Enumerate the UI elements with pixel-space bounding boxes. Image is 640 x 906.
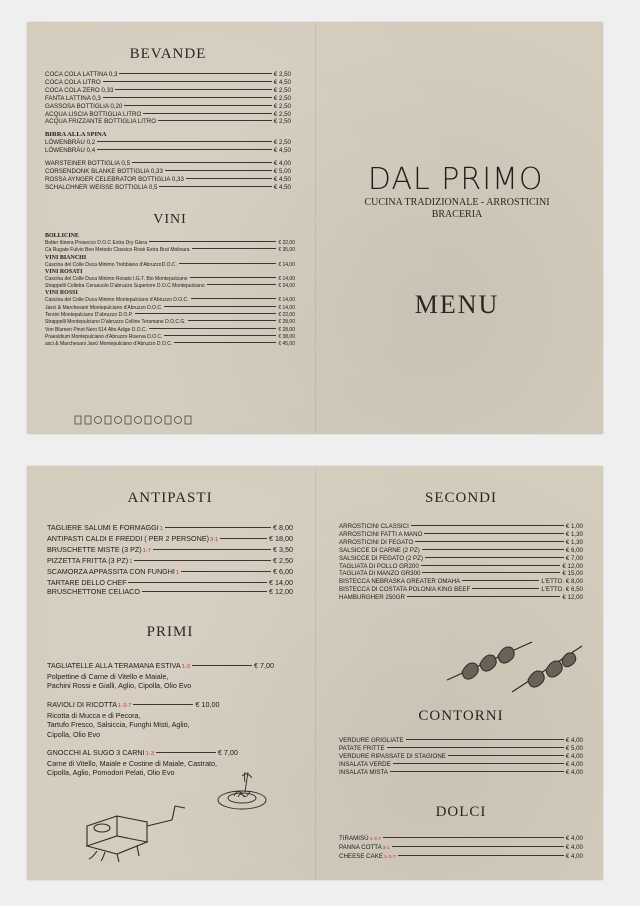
item-price: € 2,50 xyxy=(273,86,291,94)
secondi-section xyxy=(339,490,583,602)
secondi-row xyxy=(339,555,583,563)
item-name: INSALATA MISTA xyxy=(339,768,388,776)
wine-row xyxy=(45,283,295,290)
brand-logo xyxy=(337,162,577,221)
brand-name xyxy=(337,162,577,197)
allergen-codes: 3-1 xyxy=(382,845,390,851)
item-name: asci & Marchesani Janù Montepulciano d'Abruzzo D.O.C. xyxy=(45,341,173,348)
item-name: COCA COLA LITRO xyxy=(45,78,101,86)
leader-dots xyxy=(472,588,539,589)
item-name: VERDURE RIPASSATE DI STAGIONE xyxy=(339,752,446,760)
secondi-row xyxy=(339,539,583,547)
item-name: CORSENDONK BLANKE BOTTIGLIA 0,33 xyxy=(45,168,163,176)
leader-dots xyxy=(448,755,564,756)
item-name: TAGLIATELLE ALLA TERAMANA ESTIVA xyxy=(47,661,181,670)
drink-row xyxy=(45,111,291,119)
item-price: € 2,50 xyxy=(273,110,291,118)
item-price: € 14,00 xyxy=(278,261,295,268)
item-price: € 6,00 xyxy=(273,567,293,576)
primi-row xyxy=(47,661,293,672)
item-price: € 1,30 xyxy=(565,530,583,538)
item-price: € 1,00 xyxy=(565,523,583,530)
item-price: € 12,00 xyxy=(562,562,583,570)
item-name: TAGLIATA DI MANZO GR300 xyxy=(339,570,421,578)
item-name: SCAMORZA APPASSITA CON FUNGHI xyxy=(47,567,175,576)
contorni-row xyxy=(339,761,583,769)
item-name: COCA COLA ZERO 0,33 xyxy=(45,86,114,94)
item-name: BISTECCA DI COSTATA POLONIA KING BEEF xyxy=(339,586,471,594)
item-price: € 45,00 xyxy=(278,341,295,348)
item-name: Terzini Montepulciano D'abruzzo D.O.P. xyxy=(45,312,133,319)
item-name: PIZZETTA FRITTA (3 PZ) xyxy=(47,556,129,565)
item-price: € 14,00 xyxy=(278,275,295,282)
item-name: ACQUA LISCIA BOTTIGLIA LITRO xyxy=(45,110,142,118)
allergen-codes: 1-3 xyxy=(145,751,154,758)
leader-dots xyxy=(165,527,271,528)
item-price: € 12,00 xyxy=(269,587,293,596)
item-price: € 18,00 xyxy=(269,534,293,543)
item-name: CHEESE CAKE xyxy=(339,852,384,860)
item-name: Botter Itinera Prosecco D.O.C Extra Dry Glera xyxy=(45,240,147,246)
beer-bottle-row xyxy=(45,176,291,184)
item-name: BRUSCHETTE MISTE (3 PZ) xyxy=(47,545,142,554)
item-name: SALSICCE DI CARNE (2 PZ) xyxy=(339,546,420,554)
wine-row xyxy=(45,334,295,341)
drink-row xyxy=(45,87,291,95)
dish-description: Cipolla, Olio Evo xyxy=(47,729,101,739)
allergen-codes: 1-3-7 xyxy=(369,837,382,842)
allergen-codes: 3-1 xyxy=(210,537,219,543)
leader-dots xyxy=(135,313,276,314)
drink-row xyxy=(45,118,291,126)
leader-dots xyxy=(97,141,272,142)
item-price: € 7,00 xyxy=(254,661,274,670)
item-price: € 4,50 xyxy=(273,183,291,191)
item-name: LÖWENBRÄU 0,2 xyxy=(45,139,96,147)
item-price: L'ETTO. € 8,00 xyxy=(541,578,583,586)
antipasti-row xyxy=(47,567,293,578)
bevande-section xyxy=(45,46,291,192)
item-price: € 10,00 xyxy=(195,699,220,709)
item-price: € 4,00 xyxy=(565,760,583,768)
leader-dots xyxy=(149,328,276,329)
beer-bottle-row xyxy=(45,184,291,192)
bevande-list xyxy=(45,71,291,126)
leader-dots xyxy=(149,241,276,242)
leader-dots xyxy=(188,320,277,321)
leader-dots xyxy=(128,582,267,583)
secondi-row xyxy=(339,563,583,571)
wine-row xyxy=(45,319,295,326)
dolci-row xyxy=(339,853,583,862)
item-name: Jasci & Marchesani Montepulciano d'Abruzzo D.O.C. xyxy=(45,304,163,311)
antipasti-section xyxy=(47,490,293,596)
item-price: € 3,50 xyxy=(273,545,293,554)
item-price: € 28,00 xyxy=(278,326,295,333)
item-price: € 5,00 xyxy=(565,744,583,752)
tagline-1: CUCINA TRADIZIONALE - ARROSTICINI xyxy=(364,197,550,208)
item-name: ARROSTICINI CLASSICI xyxy=(339,523,409,530)
wine-row xyxy=(45,240,295,247)
item-name: LÖWENBRÄU 0,4 xyxy=(45,147,96,155)
item-price: € 2,50 xyxy=(273,102,291,110)
item-name: BISTECCA NEBRASKA GREATER OMAHA xyxy=(339,578,461,586)
item-name: TAGLIERE SALUMI E FORMAGGI xyxy=(47,523,159,532)
drink-row xyxy=(45,79,291,87)
leader-dots xyxy=(192,665,252,666)
drink-row xyxy=(45,71,291,79)
item-price: € 12,00 xyxy=(562,594,583,602)
brand-name-text: DAL PRIMO xyxy=(367,162,544,197)
primi-item xyxy=(47,661,293,691)
item-price: € 22,00 xyxy=(278,240,295,246)
contorni-row xyxy=(339,753,583,761)
leader-dots xyxy=(156,752,216,753)
leader-dots xyxy=(165,170,272,171)
primi-title: PRIMI xyxy=(146,624,194,640)
item-name: PATATE FRITTE xyxy=(339,744,385,752)
item-name: Strappelli Colletra Cerasuolo D'abruzzo Superiore D.O.C Montepulciano xyxy=(45,283,205,290)
secondi-row xyxy=(339,531,583,539)
contorni-section xyxy=(339,708,583,777)
allergen-codes: 1-3-7 xyxy=(384,854,396,860)
item-price: € 4,00 xyxy=(565,768,583,776)
item-price: € 28,00 xyxy=(278,319,295,326)
item-name: TAGLIATA DI POLLO GR200 xyxy=(339,562,419,570)
item-name: SCHALCHNER WEISSE BOTTIGLIA 0,5 xyxy=(45,183,158,191)
dolci-list xyxy=(339,835,583,862)
beer-bottle-row xyxy=(45,168,291,176)
item-name: Praesidium Montepulciano d'Abruzzo Riserva D.O.C. xyxy=(45,333,163,340)
wine-group-label: VINI ROSATI xyxy=(45,268,83,275)
contorni-row xyxy=(339,769,583,777)
leader-dots xyxy=(390,771,564,772)
item-name: FANTA LATTINA 0,3 xyxy=(45,94,101,102)
drink-row xyxy=(45,103,291,111)
item-name: VERDURE GRIGLIATE xyxy=(339,737,404,744)
secondi-list xyxy=(339,523,583,602)
leader-dots xyxy=(393,763,564,764)
leader-dots xyxy=(392,846,564,847)
primi-list xyxy=(47,661,293,778)
leader-dots xyxy=(387,747,564,748)
item-price: € 1,30 xyxy=(565,538,583,546)
dish-description: Tartufo Fresco, Salsiccia, Funghi Misti, Aglio, xyxy=(47,720,190,730)
antipasti-row xyxy=(47,578,293,587)
item-name: PANNA COTTA xyxy=(339,843,382,851)
menu-sheet-drinks xyxy=(27,22,603,434)
contorni-list xyxy=(339,737,583,777)
leader-dots xyxy=(191,298,277,299)
leader-dots xyxy=(158,120,272,121)
leader-dots xyxy=(174,342,276,343)
leader-dots xyxy=(142,591,267,592)
vini-groups xyxy=(45,233,295,349)
item-name: RAVIOLI DI RICOTTA xyxy=(47,699,118,709)
wine-group-list xyxy=(45,240,295,255)
leader-dots xyxy=(97,149,272,150)
fold-line xyxy=(315,466,316,880)
primi-row xyxy=(47,748,293,759)
leader-dots xyxy=(415,541,563,542)
item-price: € 4,50 xyxy=(273,147,291,155)
leader-dots xyxy=(132,162,272,163)
leader-dots xyxy=(192,248,277,249)
item-name: WARSTEINER BOTTIGLIA 0,5 xyxy=(45,160,131,168)
leader-dots xyxy=(153,549,271,550)
leader-dots xyxy=(164,306,276,307)
item-name: Cascina del Colle Duca Minimo Trebbiano d'AbruzzoD.O.C. xyxy=(45,261,177,268)
birra-title: BIRRA ALLA SPINA xyxy=(45,131,107,139)
item-name: Strappelli Montepulciano D'abruzzo Colline Teramane D.O.C.G. xyxy=(45,319,186,326)
item-name: Cascina del Colle Duca Minimo Rosato I.G.T. Bio Montepulciano xyxy=(45,275,188,282)
item-name: ARROSTICINI FATTI A MANO xyxy=(339,530,423,538)
wine-row xyxy=(45,247,295,254)
item-price: € 14,00 xyxy=(269,578,293,587)
leader-dots xyxy=(422,572,560,573)
item-price: € 14,00 xyxy=(278,297,295,304)
spaghetti-plate-icon xyxy=(212,766,272,816)
antipasti-row xyxy=(47,587,293,596)
antipasti-row xyxy=(47,534,293,545)
wine-row xyxy=(45,327,295,334)
primi-section xyxy=(47,624,293,787)
antipasti-row xyxy=(47,523,293,534)
item-price: € 4,00 xyxy=(565,852,583,860)
vini-section xyxy=(45,212,295,349)
item-price: € 4,00 xyxy=(565,843,583,851)
drink-row xyxy=(45,95,291,103)
item-name: Von Blumen Pinot Nero 514 Alto Adige D.O.C. xyxy=(45,326,148,333)
dolci-row xyxy=(339,844,583,853)
birra-list xyxy=(45,139,291,155)
secondi-row xyxy=(339,547,583,555)
primi-row xyxy=(47,700,293,711)
wine-group-list xyxy=(45,297,295,348)
secondi-row xyxy=(339,578,583,586)
wine-row xyxy=(45,312,295,319)
item-price: € 2,50 xyxy=(273,94,291,102)
primi-item xyxy=(47,700,293,739)
item-price: € 5,00 xyxy=(273,168,291,176)
antipasti-title: ANTIPASTI xyxy=(127,490,213,506)
secondi-title: SECONDI xyxy=(424,490,497,506)
leader-dots xyxy=(186,178,272,179)
leader-dots xyxy=(124,105,271,106)
leader-dots xyxy=(207,284,277,285)
item-name: TARTARE DELLO CHEF xyxy=(47,578,127,587)
dish-description: Pachini Rossi e Gialli, Aglio, Cipolla, Olio Evo xyxy=(47,681,192,691)
item-name: GNOCCHI AL SUGO 3 CARNI xyxy=(47,748,145,758)
wine-row xyxy=(45,297,295,304)
leader-dots xyxy=(103,97,272,98)
leader-dots xyxy=(133,704,193,705)
leader-dots xyxy=(159,186,271,187)
item-price: € 4,50 xyxy=(273,175,291,183)
item-price: € 22,00 xyxy=(278,312,295,319)
antipasti-list xyxy=(47,523,293,596)
dish-description: Polpettine di Carne di Vitello e Maiale, xyxy=(47,672,169,681)
item-name: GASSOSA BOTTIGLIA 0,20 xyxy=(45,102,123,110)
item-price: € 2,50 xyxy=(273,139,291,147)
item-price: € 35,00 xyxy=(278,247,295,254)
allergen-codes: 1 xyxy=(175,570,180,576)
wine-row xyxy=(45,341,295,348)
antipasti-row xyxy=(47,545,293,556)
wine-group-list xyxy=(45,262,295,269)
wine-group-label: BOLLICINE xyxy=(45,233,80,239)
skewers-icon xyxy=(442,632,587,697)
leader-dots xyxy=(190,277,277,278)
allergen-codes: 1-3 xyxy=(181,664,190,670)
wine-group-list xyxy=(45,276,295,291)
item-price: € 4,50 xyxy=(273,78,291,86)
menu-heading: MENU xyxy=(414,290,500,319)
item-price: € 4,00 xyxy=(565,752,583,760)
leader-dots xyxy=(103,81,272,82)
beer-row xyxy=(45,147,291,155)
leader-dots xyxy=(406,739,564,740)
antipasti-row xyxy=(47,556,293,567)
dolci-title: DOLCI xyxy=(435,804,487,820)
item-price: € 4,00 xyxy=(565,835,583,842)
leader-dots xyxy=(398,855,564,856)
leader-dots xyxy=(119,73,271,74)
beer-row xyxy=(45,139,291,147)
item-price: L'ETTO. € 6,50 xyxy=(541,586,583,594)
item-price: € 14,00 xyxy=(278,304,295,311)
leader-dots xyxy=(425,557,564,558)
item-price: € 24,00 xyxy=(278,283,295,290)
wine-group-label: VINI ROSSI xyxy=(45,290,78,297)
secondi-row xyxy=(339,586,583,594)
contorni-row xyxy=(339,737,583,745)
allergen-footnote xyxy=(45,414,285,427)
item-price: € 7,00 xyxy=(217,748,238,758)
wine-group-label: VINI BIANCHI xyxy=(45,254,87,261)
item-name: TIRAMISÙ xyxy=(339,835,369,842)
dish-description: Cipolla, Aglio, Pomodori Pelati, Olio Evo xyxy=(47,768,175,778)
wine-row xyxy=(45,262,295,269)
item-price: € 38,00 xyxy=(278,333,295,340)
item-name: SALSICCE DI FEGATO (2 PZ) xyxy=(339,554,424,562)
secondi-row xyxy=(339,594,583,602)
dish-description: Carne di Vitello, Maiale e Costine di Maiale, Castrato, xyxy=(47,759,218,769)
beer-bottle-row xyxy=(45,160,291,168)
leader-dots xyxy=(134,560,271,561)
leader-dots xyxy=(383,837,564,838)
item-name: ACQUA FRIZZANTE BOTTIGLIA LITRO xyxy=(45,118,157,126)
item-price: € 2,50 xyxy=(273,118,291,126)
item-price: € 4,00 xyxy=(273,160,291,168)
vini-title: VINI xyxy=(153,212,187,227)
item-name: ANTIPASTI CALDI E FREDDI ( PER 2 PERSONE) xyxy=(47,534,210,543)
bottles-list xyxy=(45,160,291,192)
secondi-row xyxy=(339,570,583,578)
wine-row xyxy=(45,276,295,283)
allergen-codes: 1-7 xyxy=(142,548,151,554)
item-name: Cascina del Colle Duca Minimo Montepulciano d'Abruzzo D.O.C. xyxy=(45,297,189,304)
item-name: BRUSCHETTONE CELIACO xyxy=(47,587,140,596)
menu-sheet-food xyxy=(27,466,603,880)
leader-dots xyxy=(143,113,272,114)
allergen-icons xyxy=(45,414,205,426)
leader-dots xyxy=(164,335,276,336)
leader-dots xyxy=(181,571,271,572)
contorni-row xyxy=(339,745,583,753)
leader-dots xyxy=(422,549,564,550)
leader-dots xyxy=(179,263,276,264)
item-price: € 6,00 xyxy=(565,546,583,554)
tagline-2: BRACERIA xyxy=(431,209,483,220)
leader-dots xyxy=(115,89,271,90)
item-price: € 2,50 xyxy=(273,71,291,78)
item-name: ARROSTICINI DI FEGATO xyxy=(339,538,414,546)
allergen-codes: 1-3-7 xyxy=(118,702,132,709)
item-name: HAMBURGHER 250GR xyxy=(339,594,406,602)
item-name: INSALATA VERDE xyxy=(339,760,391,768)
leader-dots xyxy=(424,533,563,534)
leader-dots xyxy=(407,596,560,597)
item-name: Cà Rugate Fulvio Beo Metodo Classico Rosè Extra Brut Molinara xyxy=(45,247,190,254)
item-name: COCA COLA LATTINA 0,3 xyxy=(45,71,118,78)
item-price: € 15,00 xyxy=(562,570,583,578)
dolci-row xyxy=(339,835,583,844)
bevande-title: BEVANDE xyxy=(129,46,207,62)
wine-row xyxy=(45,305,295,312)
item-price: € 2,50 xyxy=(273,556,293,565)
fold-line xyxy=(315,22,316,434)
item-price: € 8,00 xyxy=(273,523,293,532)
leader-dots xyxy=(421,565,561,566)
contorni-title: CONTORNI xyxy=(418,708,504,724)
item-name: ROSSA AYNGER CELEBRATOR BOTTIGLIA 0,33 xyxy=(45,175,184,183)
item-price: € 4,00 xyxy=(565,737,583,744)
item-price: € 7,00 xyxy=(565,554,583,562)
leader-dots xyxy=(462,580,539,581)
leader-dots xyxy=(411,525,564,526)
dolci-section xyxy=(339,804,583,862)
dish-description: Ricotta di Mucca e di Pecora, xyxy=(47,710,141,720)
secondi-row xyxy=(339,523,583,531)
leader-dots xyxy=(220,538,267,539)
allergen-codes: 1 xyxy=(129,559,133,565)
allergen-codes: 1 xyxy=(159,526,163,532)
